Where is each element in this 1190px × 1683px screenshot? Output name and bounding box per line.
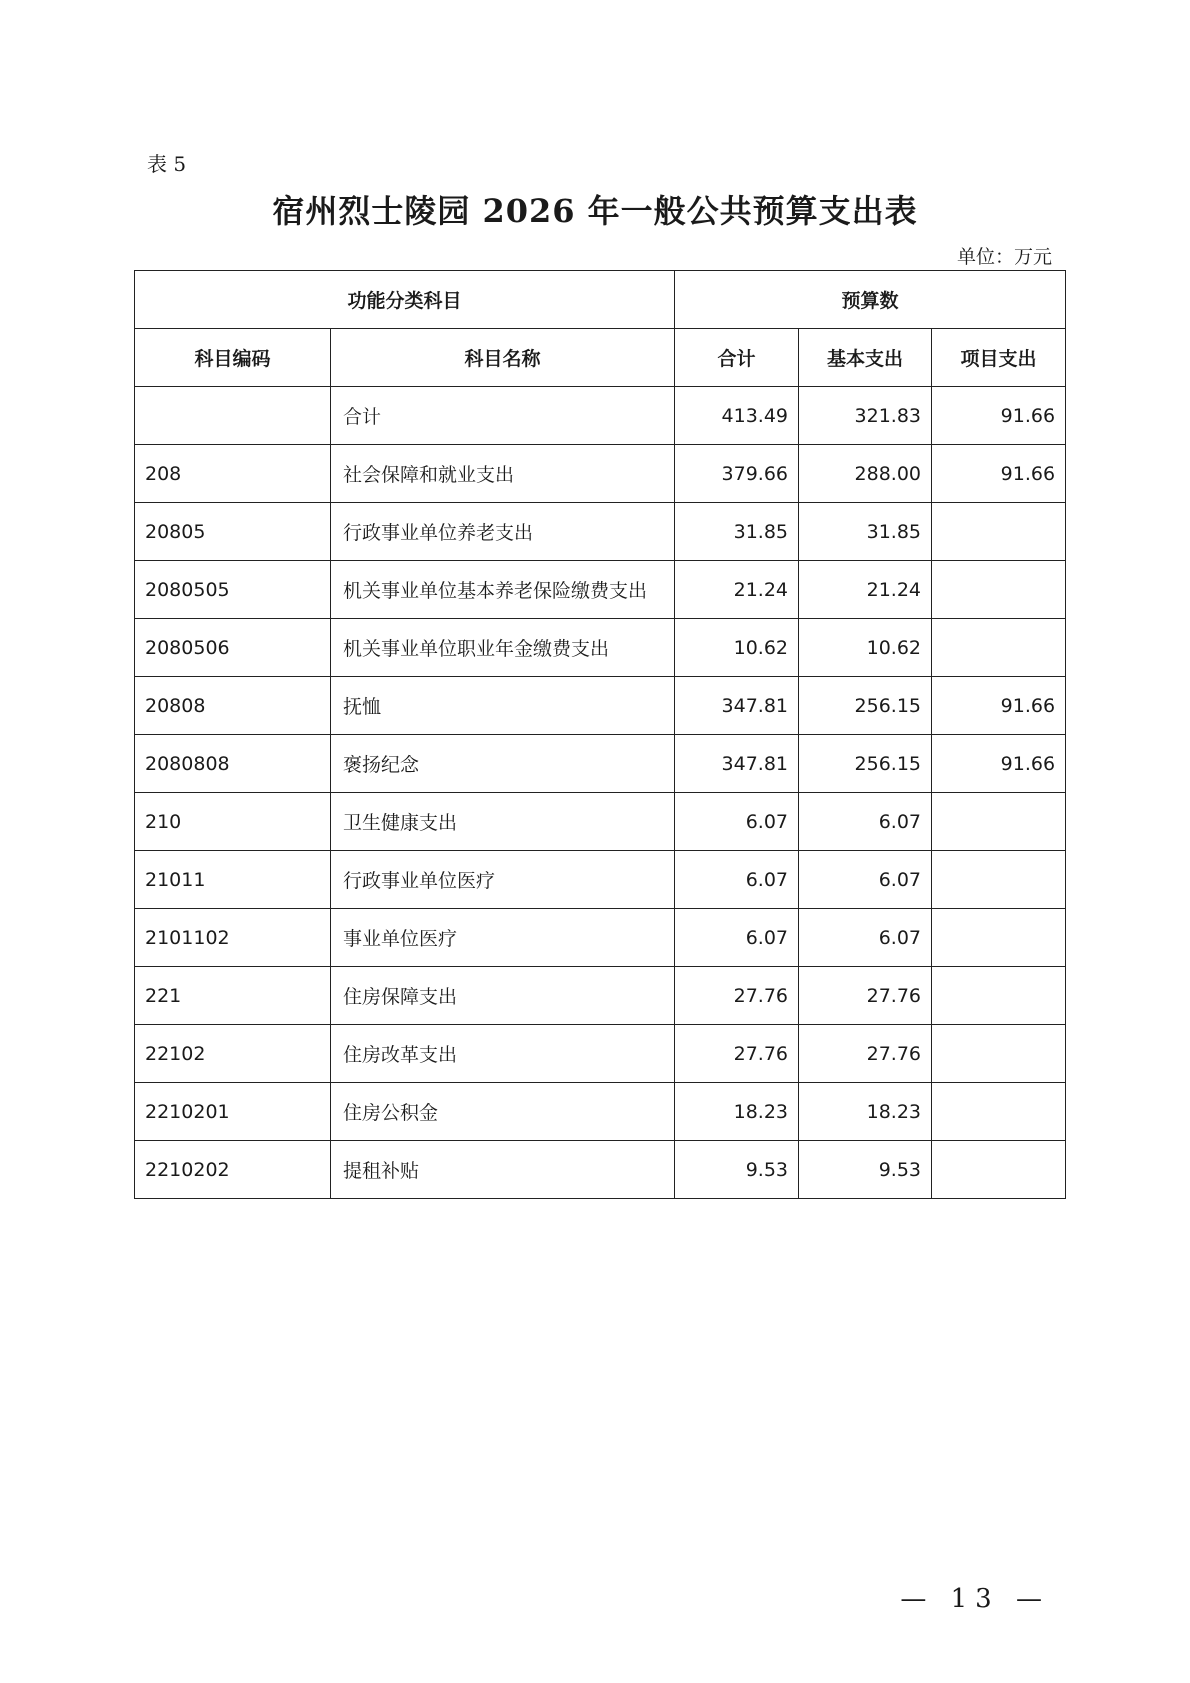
cell-basic: 21.24 <box>799 561 932 619</box>
table-row <box>135 503 1066 561</box>
cell-total: 9.53 <box>675 1141 799 1199</box>
cell-basic: 256.15 <box>799 677 932 735</box>
cell-code: 22102 <box>135 1025 331 1083</box>
column-header-name: 科目名称 <box>331 329 675 387</box>
budget-table <box>134 270 1066 1199</box>
table-row <box>135 851 1066 909</box>
table-row <box>135 387 1066 445</box>
cell-name: 合计 <box>331 387 675 445</box>
cell-basic: 6.07 <box>799 909 932 967</box>
page-number: — 13 — <box>900 1584 1050 1614</box>
table-row <box>135 1141 1066 1199</box>
cell-total: 27.76 <box>675 967 799 1025</box>
table-row <box>135 1025 1066 1083</box>
cell-name: 住房改革支出 <box>331 1025 675 1083</box>
cell-project: 91.66 <box>932 445 1066 503</box>
cell-name: 事业单位医疗 <box>331 909 675 967</box>
cell-name: 卫生健康支出 <box>331 793 675 851</box>
cell-name: 抚恤 <box>331 677 675 735</box>
table-row <box>135 561 1066 619</box>
cell-code: 20808 <box>135 677 331 735</box>
unit-note: 单位：万元 <box>956 246 1052 268</box>
cell-total: 27.76 <box>675 1025 799 1083</box>
table-label: 表 5 <box>147 152 187 176</box>
table-row <box>135 677 1066 735</box>
cell-project <box>932 851 1066 909</box>
cell-project: 91.66 <box>932 387 1066 445</box>
cell-total: 18.23 <box>675 1083 799 1141</box>
cell-basic: 6.07 <box>799 851 932 909</box>
cell-basic: 18.23 <box>799 1083 932 1141</box>
cell-basic: 256.15 <box>799 735 932 793</box>
budget-amount-header: 预算数 <box>675 271 1066 329</box>
table-row <box>135 909 1066 967</box>
cell-code: 210 <box>135 793 331 851</box>
cell-total: 6.07 <box>675 909 799 967</box>
cell-code: 208 <box>135 445 331 503</box>
cell-basic: 321.83 <box>799 387 932 445</box>
table-row <box>135 445 1066 503</box>
cell-project <box>932 561 1066 619</box>
cell-total: 10.62 <box>675 619 799 677</box>
table-row <box>135 1083 1066 1141</box>
cell-project <box>932 503 1066 561</box>
cell-total: 347.81 <box>675 735 799 793</box>
table-row <box>135 619 1066 677</box>
cell-project: 91.66 <box>932 677 1066 735</box>
table-row <box>135 967 1066 1025</box>
cell-total: 21.24 <box>675 561 799 619</box>
cell-name: 社会保障和就业支出 <box>331 445 675 503</box>
cell-project: 91.66 <box>932 735 1066 793</box>
column-header-row <box>135 329 1066 387</box>
cell-basic: 6.07 <box>799 793 932 851</box>
cell-total: 6.07 <box>675 793 799 851</box>
cell-name: 机关事业单位职业年金缴费支出 <box>331 619 675 677</box>
cell-name: 行政事业单位养老支出 <box>331 503 675 561</box>
cell-total: 31.85 <box>675 503 799 561</box>
cell-name: 褒扬纪念 <box>331 735 675 793</box>
cell-basic: 10.62 <box>799 619 932 677</box>
cell-name: 住房公积金 <box>331 1083 675 1141</box>
cell-code: 221 <box>135 967 331 1025</box>
cell-basic: 27.76 <box>799 1025 932 1083</box>
cell-project <box>932 793 1066 851</box>
cell-name: 住房保障支出 <box>331 967 675 1025</box>
cell-project <box>932 967 1066 1025</box>
cell-code <box>135 387 331 445</box>
group-header-row <box>135 271 1066 329</box>
cell-name: 提租补贴 <box>331 1141 675 1199</box>
column-header-total: 合计 <box>675 329 799 387</box>
cell-project <box>932 1083 1066 1141</box>
cell-code: 20805 <box>135 503 331 561</box>
cell-code: 2210201 <box>135 1083 331 1141</box>
cell-code: 2080808 <box>135 735 331 793</box>
cell-total: 379.66 <box>675 445 799 503</box>
table-row <box>135 793 1066 851</box>
function-category-header: 功能分类科目 <box>135 271 675 329</box>
cell-basic: 27.76 <box>799 967 932 1025</box>
cell-code: 2210202 <box>135 1141 331 1199</box>
cell-project <box>932 909 1066 967</box>
cell-name: 机关事业单位基本养老保险缴费支出 <box>331 561 675 619</box>
column-header-project: 项目支出 <box>932 329 1066 387</box>
cell-code: 2101102 <box>135 909 331 967</box>
cell-code: 21011 <box>135 851 331 909</box>
cell-total: 6.07 <box>675 851 799 909</box>
cell-total: 347.81 <box>675 677 799 735</box>
cell-basic: 288.00 <box>799 445 932 503</box>
cell-code: 2080505 <box>135 561 331 619</box>
cell-project <box>932 1141 1066 1199</box>
cell-project <box>932 1025 1066 1083</box>
cell-project <box>932 619 1066 677</box>
cell-total: 413.49 <box>675 387 799 445</box>
cell-basic: 9.53 <box>799 1141 932 1199</box>
column-header-code: 科目编码 <box>135 329 331 387</box>
cell-code: 2080506 <box>135 619 331 677</box>
column-header-basic: 基本支出 <box>799 329 932 387</box>
document-title: 宿州烈士陵园 2026 年一般公共预算支出表 <box>272 192 918 230</box>
table-row <box>135 735 1066 793</box>
cell-name: 行政事业单位医疗 <box>331 851 675 909</box>
cell-basic: 31.85 <box>799 503 932 561</box>
